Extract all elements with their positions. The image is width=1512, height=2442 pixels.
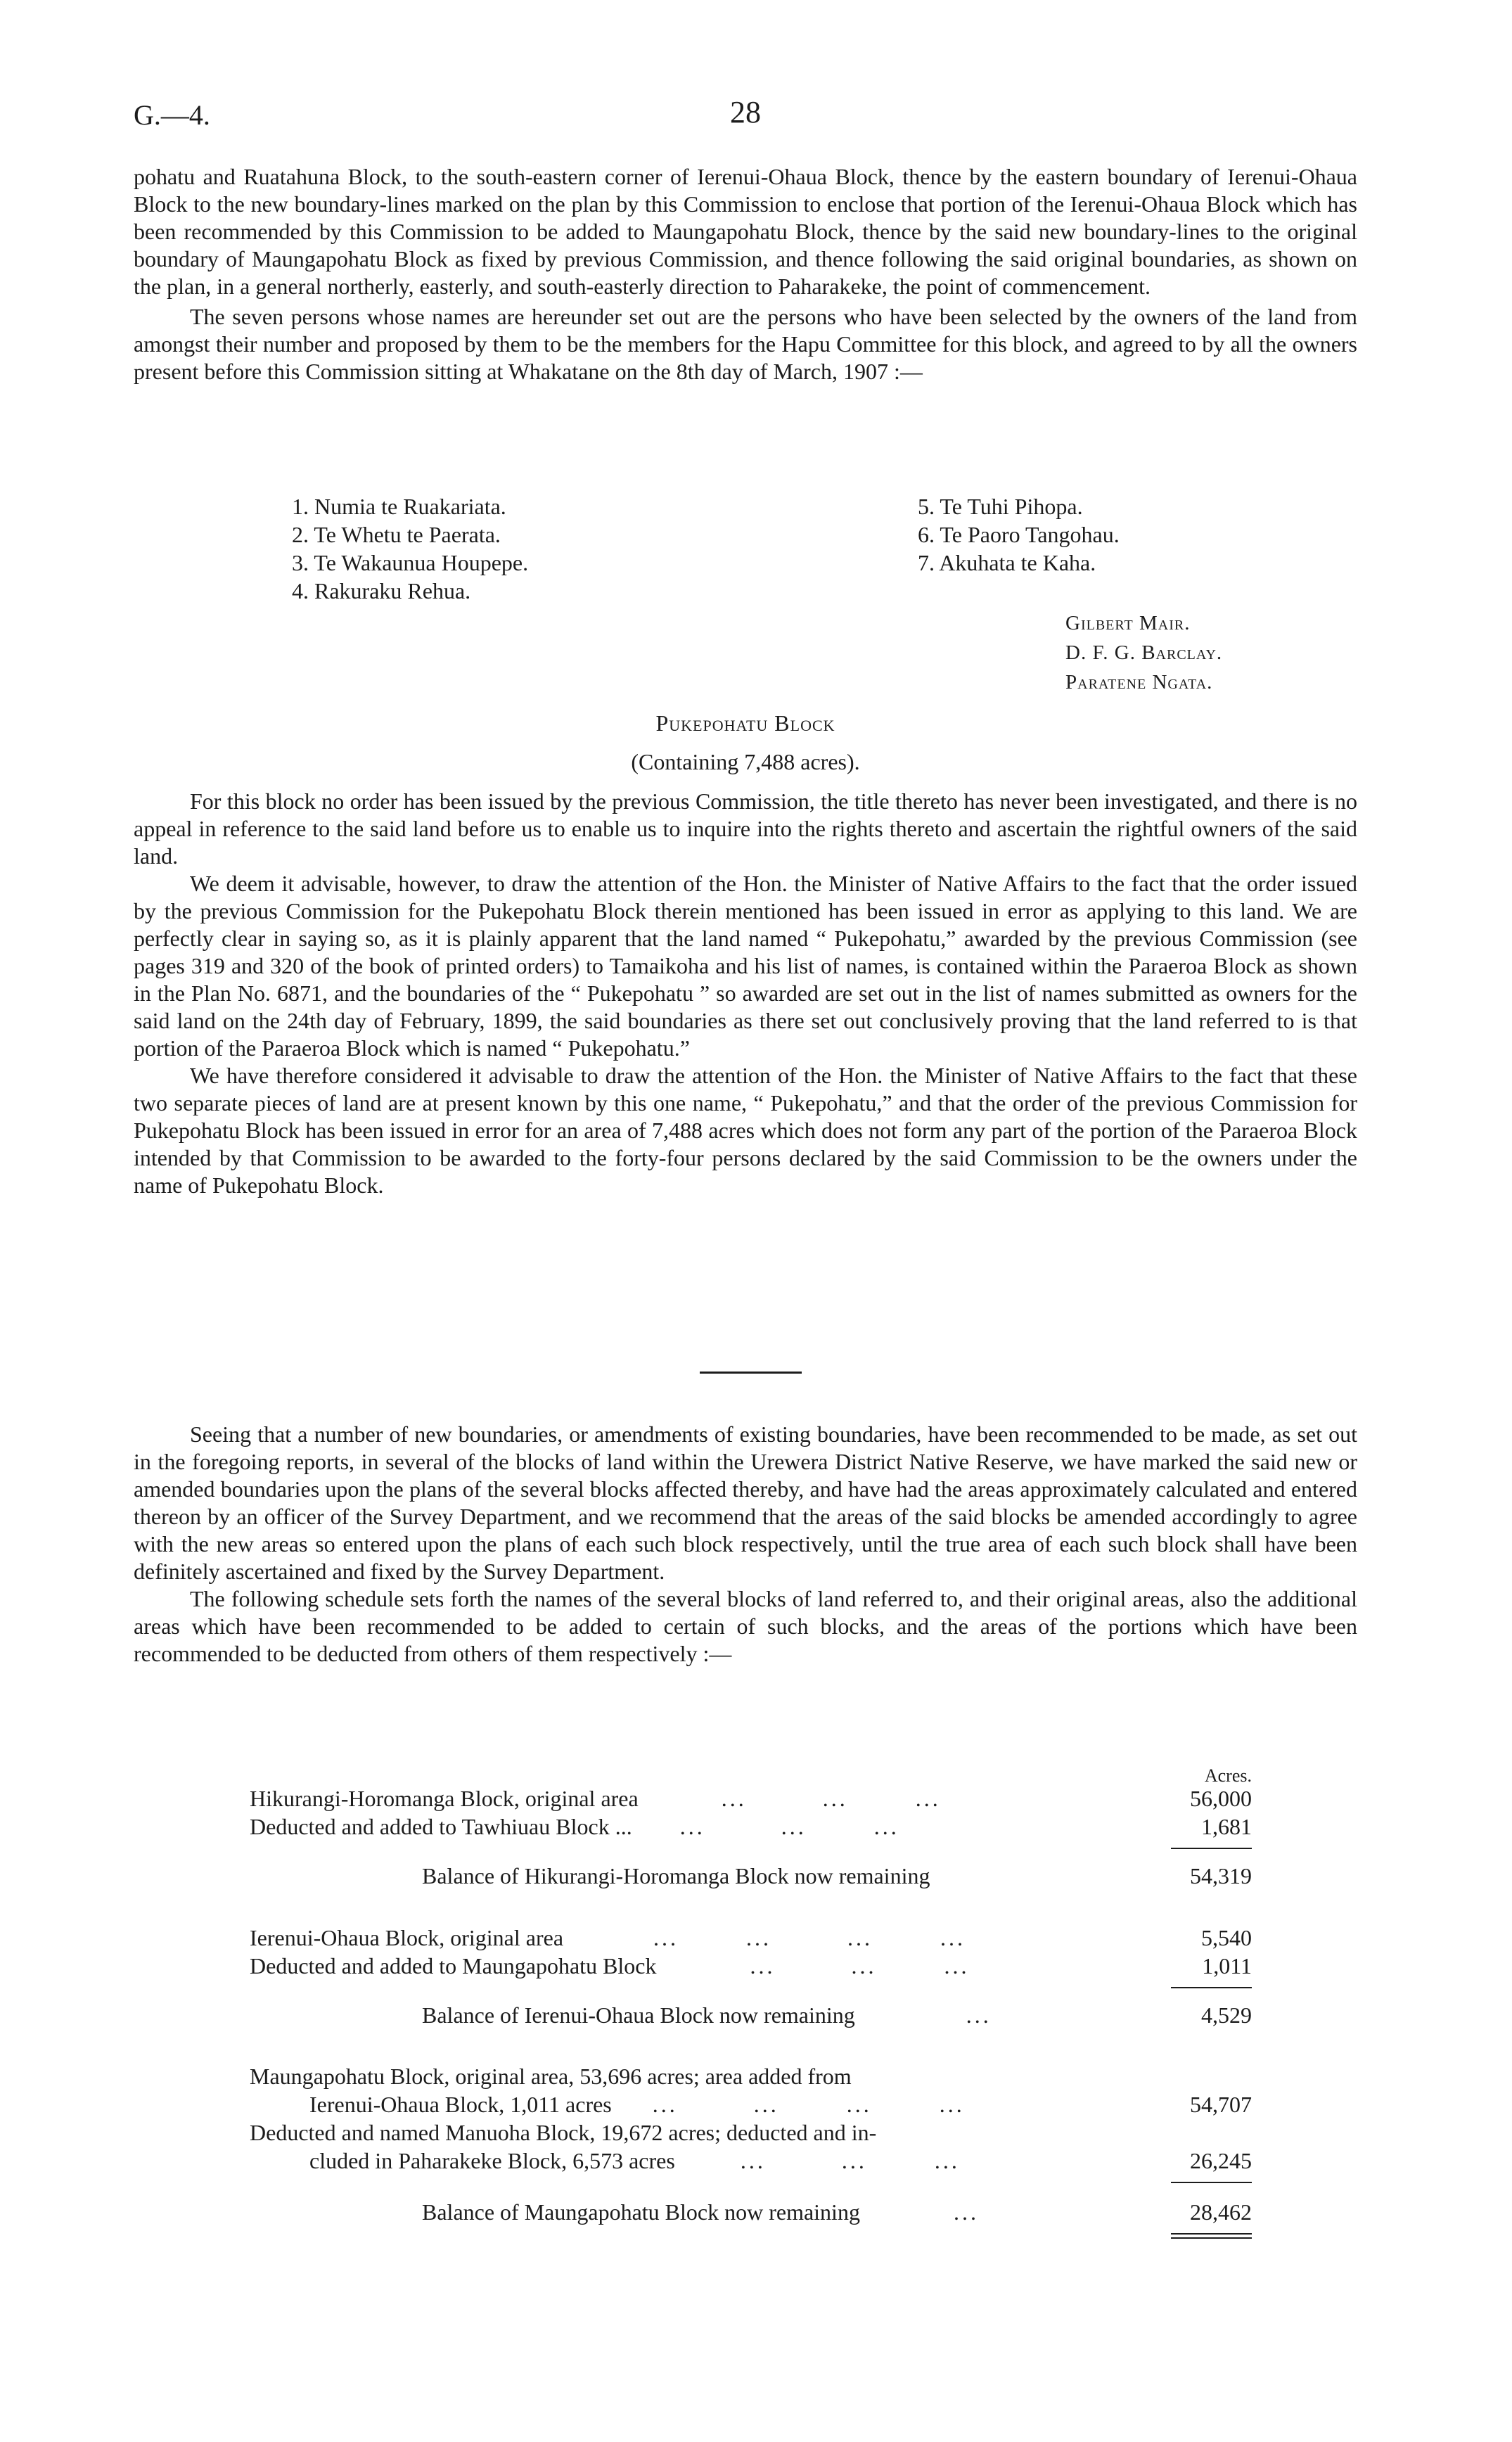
balance-value: 54,319: [1190, 1863, 1252, 1888]
units-label: Acres.: [1204, 1765, 1252, 1786]
sum-rule: [1171, 1987, 1252, 1988]
summary-paragraph: Seeing that a number of new boundaries, or amendments of existing boundaries, have been recommended to be made, as set out in the foregoing reports, in several of the blocks of land within the Urewera District Native Reserve, we have marked the said new or amended boundaries upon the plans of the several blocks affected thereby, and have had the areas approximately calculated and entered thereon by an officer of the Survey Department, and we recommend that the areas of the said blocks be amended accordingly to agree with the new areas so entered upon the plans of each such block respectively, until the true area of each such block shall have been definitely ascertained and fixed by the Survey Department.: [134, 1421, 1357, 1584]
schedule-line: cluded in Paharakeke Block, 6,573 acres ... ... ...: [309, 2148, 960, 2173]
section-heading: Pukepohatu Block: [655, 710, 835, 736]
balance-value: 28,462: [1190, 2199, 1252, 2225]
committee-list-left: [292, 492, 528, 605]
total-rule: [1171, 2233, 1252, 2239]
pukepohatu-section: [134, 788, 1357, 1199]
schedule-line: Ierenui-Ohaua Block, 1,011 acres ... ... ... ...: [309, 2092, 965, 2117]
signatory: Gilbert Mair.: [1065, 612, 1191, 634]
schedule-line: Maungapohatu Block, original area, 53,696 acres; area added from: [250, 2064, 852, 2089]
page-header: [134, 95, 1357, 141]
schedule-value: 56,000: [1190, 1786, 1252, 1811]
schedule-line: Deducted and added to Tawhiuau Block ... ... ... ...: [250, 1814, 899, 1839]
opening-section: [134, 163, 1357, 385]
committee-member: 4. Rakuraku Rehua.: [292, 578, 471, 603]
committee-member: 3. Te Wakaunua Houpepe.: [292, 550, 529, 575]
balance-value: 4,529: [1201, 2002, 1252, 2028]
schedule-line: Ierenui-Ohaua Block, original area ... ... ... ...: [250, 1925, 966, 1950]
committee-member: 2. Te Whetu te Paerata.: [292, 522, 501, 547]
balance-label: Balance of Maungapohatu Block now remaining ...: [422, 2199, 979, 2225]
committee-intro-paragraph: The seven persons whose names are hereunder set out are the persons who have been selected by the owners of the land from amongst their number and proposed by them to be the members for the Hapu Committee for this block, and agreed to by all the owners present before this Commission sitting at Whakatane on the 8th day of March, 1907 :—: [134, 304, 1357, 384]
committee-member: 5. Te Tuhi Pihopa.: [918, 494, 1083, 519]
balance-label: Balance of Ierenui-Ohaua Block now remaining ...: [422, 2002, 992, 2028]
committee-member: 1. Numia te Ruakariata.: [292, 494, 506, 519]
schedule-value: 1,011: [1202, 1953, 1252, 1978]
section-subheading: (Containing 7,488 acres).: [631, 749, 860, 774]
sum-rule: [1171, 2182, 1252, 2183]
summary-paragraph: The following schedule sets forth the names of the several blocks of land referred to, and their original areas, also the additional areas which have been recommended to be added to certain of such blocks, and the areas of the portions which have been recommended to be deducted from others of them respectively :—: [134, 1586, 1357, 1666]
schedule-value: 5,540: [1201, 1925, 1252, 1950]
sum-rule: [1171, 1848, 1252, 1849]
schedule-line: Hikurangi-Horomanga Block, original area ... ... ...: [250, 1786, 941, 1811]
signatory: D. F. G. Barclay.: [1065, 641, 1223, 664]
summary-section: [134, 1421, 1357, 1668]
committee-member: 6. Te Paoro Tangohau.: [918, 522, 1120, 547]
committee-member: 7. Akuhata te Kaha.: [918, 550, 1096, 575]
pukepohatu-paragraph: We have therefore considered it advisable to draw the attention of the Hon. the Minister of Native Affairs to the fact that these two separate pieces of land are at present known by this one name, “ Pukepohatu,” and that the order of the previous Commission for Pukepohatu Block has been issued in error for an area of 7,488 acres which does not form any part of the portion of the Paraeroa Block intended by that Commission to be awarded to the forty-four persons declared by the said Commission to be the owners under the name of Pukepohatu Block.: [134, 1063, 1357, 1198]
document-reference: G.—4.: [134, 99, 210, 131]
schedule-value: 54,707: [1190, 2092, 1252, 2117]
schedule-line: Deducted and named Manuoha Block, 19,672 acres; deducted and in-: [250, 2120, 877, 2145]
schedule-line: Deducted and added to Maungapohatu Block ... ... ...: [250, 1953, 970, 1978]
signatory: Paratene Ngata.: [1065, 671, 1213, 693]
committee-list-right: [918, 492, 1120, 577]
signature-block: [1065, 608, 1222, 697]
pukepohatu-paragraph: For this block no order has been issued by the previous Commission, the title thereto has never been investigated, and there is no appeal in reference to the said land before us to enable us to inquire into the rights thereto and ascertain the rightful owners of the said land.: [134, 788, 1357, 869]
balance-label: Balance of Hikurangi-Horomanga Block now remaining: [422, 1863, 930, 1888]
schedule-value: 26,245: [1190, 2148, 1252, 2173]
pukepohatu-paragraph: We deem it advisable, however, to draw the attention of the Hon. the Minister of Native Affairs to the fact that the order issued by the previous Commission for the Pukepohatu Block therein mentioned has been issued in error as applying to this land. We are perfectly clear in saying so, as it is plainly apparent that the land named “ Pukepohatu,” awarded by the previous Commission (see pages 319 and 320 of the book of printed orders) to Tamaikoha and his list of names, is contained within the Paraeroa Block as shown in the Plan No. 6871, and the boundaries of the “ Pukepohatu ” so awarded are set out in the list of names submitted as owners for the said land on the 24th day of February, 1899, the said boundaries as there set out conclusively proving that the land referred to is that portion of the Paraeroa Block which is named “ Pukepohatu.”: [134, 871, 1357, 1061]
boundary-paragraph: pohatu and Ruatahuna Block, to the south-eastern corner of Ierenui-Ohaua Block, thence by the eastern boundary of Ierenui-Ohaua Block to the new boundary-lines marked on the plan by this Commission to enclose that portion of the Ierenui-Ohaua Block which has been recommended by this Commission to be added to Maungapohatu Block, thence by the said new boundary-lines to the original boundary of Maungapohatu Block as fixed by previous Commission, and thence following the said original boundaries, as shown on the plan, in a general northerly, easterly, and south-easterly direction to Paharakeke, the point of commencement.: [134, 164, 1357, 299]
page-number: 28: [730, 95, 761, 129]
section-divider: [700, 1372, 802, 1374]
schedule-value: 1,681: [1201, 1814, 1252, 1839]
